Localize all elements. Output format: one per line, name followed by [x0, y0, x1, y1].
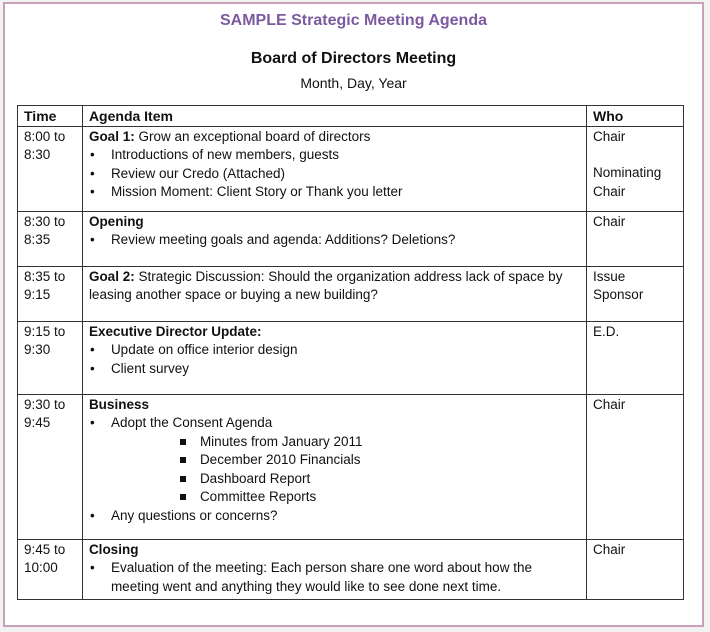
- who-cell: Chair: [587, 539, 684, 600]
- time-cell: 9:30 to 9:45: [18, 394, 83, 539]
- agenda-item-cell: [82, 321, 586, 394]
- goal-label: Goal 2:: [88, 268, 135, 284]
- list-item: • Client survey: [89, 360, 580, 379]
- who-cell: Chair: [587, 394, 684, 539]
- table-row: [18, 321, 684, 394]
- who-cell: Issue Sponsor: [587, 266, 684, 321]
- goal-text: Grow an exceptional board of directors: [134, 128, 371, 144]
- list-item: • Introductions of new members, guests: [89, 146, 580, 165]
- bullet-list: [89, 231, 580, 250]
- table-row: [18, 211, 684, 266]
- time-cell: 8:30 to 8:35: [18, 211, 83, 266]
- agenda-item-cell: [82, 394, 586, 539]
- agenda-item-heading: [89, 268, 580, 305]
- agenda-item-heading: Opening: [88, 213, 144, 229]
- goal-text: Strategic Discussion: Should the organization address lack of space by leasing another space or buying a new building?: [88, 268, 563, 302]
- list-item: • Update on office interior design: [89, 341, 580, 360]
- agenda-item-heading: Business: [88, 396, 149, 412]
- who-cell: Chair: [587, 211, 684, 266]
- list-item: • Review our Credo (Attached): [89, 165, 580, 184]
- agenda-item-cell: [82, 539, 586, 600]
- list-item: • Mission Moment: Client Story or Thank you letter: [89, 183, 580, 202]
- bullet-list: [89, 414, 580, 433]
- sub-list-item: Minutes from January 2011: [179, 433, 580, 452]
- list-item: • Evaluation of the meeting: Each person share one word about how the meeting went and anything they would like to see done next time.: [89, 559, 580, 596]
- table-row: [18, 394, 684, 539]
- bullet-list: [89, 507, 580, 526]
- who-cell: E.D.: [587, 321, 684, 394]
- agenda-table: [17, 105, 684, 600]
- time-cell: 9:15 to 9:30: [18, 321, 83, 394]
- table-row: [18, 126, 684, 211]
- agenda-item-cell: [82, 126, 586, 211]
- agenda-item-heading: [89, 128, 580, 147]
- bullet-list: [89, 146, 580, 202]
- list-item-text: Adopt the Consent Agenda: [110, 415, 273, 430]
- table-row: [18, 266, 684, 321]
- table-row: [18, 539, 684, 600]
- who-value: Chair: [593, 128, 626, 144]
- agenda-item-cell: [82, 266, 586, 321]
- document-title: SAMPLE Strategic Meeting Agenda: [220, 12, 487, 29]
- agenda-item-heading: Executive Director Update:: [88, 323, 262, 339]
- header-time: Time: [18, 106, 83, 127]
- meeting-title: Board of Directors Meeting: [250, 50, 457, 67]
- header-who: Who: [587, 106, 684, 127]
- who-value-secondary: Nominating Chair: [593, 165, 662, 199]
- agenda-item-heading: Closing: [88, 541, 139, 557]
- sub-list-item: Dashboard Report: [179, 470, 580, 489]
- list-item: [89, 414, 580, 433]
- list-item: • Any questions or concerns?: [89, 507, 580, 526]
- sub-list-item: December 2010 Financials: [179, 451, 580, 470]
- who-cell: [587, 126, 684, 211]
- time-cell: 8:00 to 8:30: [18, 126, 83, 211]
- meeting-date: Month, Day, Year: [300, 75, 407, 91]
- list-item: • Review meeting goals and agenda: Additions? Deletions?: [89, 231, 580, 250]
- sub-list-item: Committee Reports: [179, 488, 580, 507]
- goal-label: Goal 1:: [88, 128, 135, 144]
- time-cell: 9:45 to 10:00: [18, 539, 83, 600]
- bullet-list: [89, 559, 580, 596]
- bullet-list: [89, 341, 580, 378]
- table-header-row: [18, 106, 684, 127]
- sub-bullet-list: [89, 433, 580, 507]
- time-cell: 8:35 to 9:15: [18, 266, 83, 321]
- agenda-item-cell: [82, 211, 586, 266]
- header-agenda-item: Agenda Item: [82, 106, 586, 127]
